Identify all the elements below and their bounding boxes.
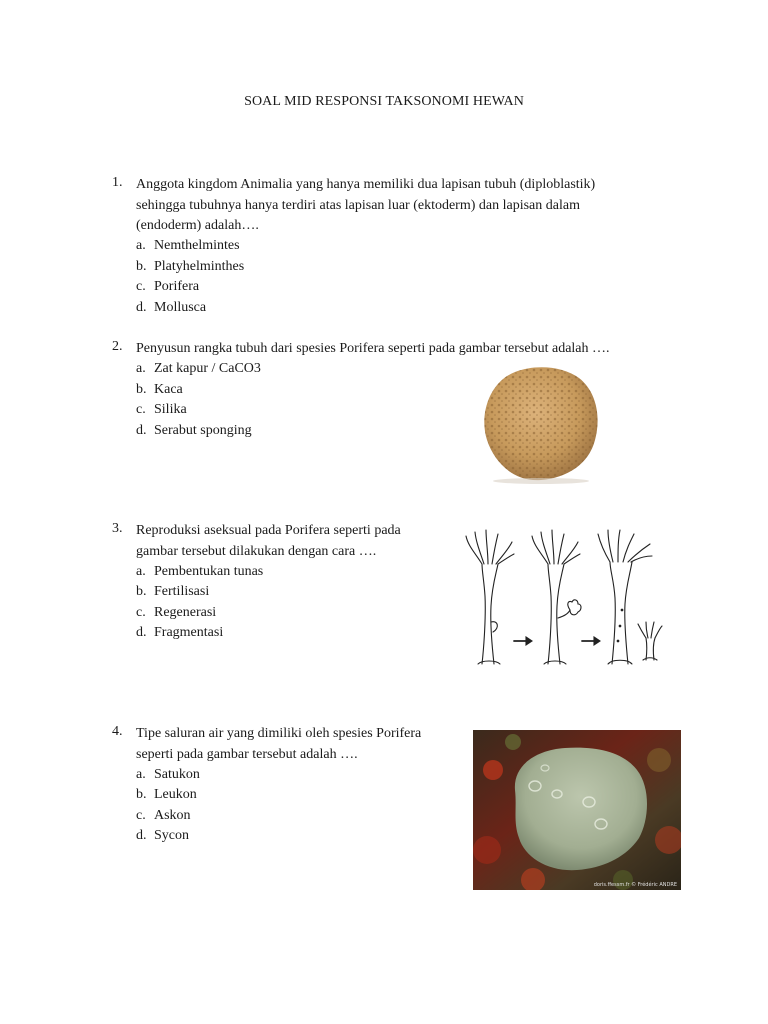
page-title: SOAL MID RESPONSI TAKSONOMI HEWAN xyxy=(244,94,524,109)
question-stem xyxy=(136,724,421,765)
polyp-stage-1 xyxy=(466,530,514,664)
question-stem xyxy=(136,339,610,360)
option-a: a. Zat kapur / CaCO3 xyxy=(136,361,261,376)
polyp-stage-2 xyxy=(532,530,581,664)
option-d: d. Sycon xyxy=(136,828,189,843)
stem-line: sehingga tubuhnya hanya terdiri atas lapisan luar (ektoderm) dan lapisan dalam xyxy=(136,197,580,213)
question-stem xyxy=(136,175,595,237)
question-number: 1. xyxy=(112,175,123,190)
option-c: c. Askon xyxy=(136,808,191,823)
option-c: c. Silika xyxy=(136,402,187,417)
photo-credit: doris.ffessm.fr © Frédéric ANDRE xyxy=(593,882,677,888)
option-d: d. Mollusca xyxy=(136,300,207,315)
stem-line: seperti pada gambar tersebut adalah …. xyxy=(136,746,358,762)
arrow-right-icon xyxy=(514,637,532,645)
stem-line: (endoderm) adalah…. xyxy=(136,218,259,234)
question-number: 4. xyxy=(112,724,123,739)
option-c: c. Porifera xyxy=(136,279,200,294)
budding-diagram xyxy=(460,526,680,671)
option-a: a. Pembentukan tunas xyxy=(136,564,264,579)
option-b: b. Leukon xyxy=(136,787,197,802)
option-a: a. Nemthelmintes xyxy=(136,238,240,253)
polyp-bud-detached xyxy=(638,622,662,660)
stem-line: Tipe saluran air yang dimiliki oleh spesies Porifera xyxy=(136,726,422,741)
stem-line: Reproduksi aseksual pada Porifera seperti pada xyxy=(136,523,401,538)
option-b: b. Kaca xyxy=(136,382,183,397)
option-b: b. Platyhelminthes xyxy=(136,259,245,274)
option-d: d. Serabut sponging xyxy=(136,423,252,438)
sponge-photo xyxy=(475,360,605,485)
option-d: d. Fragmentasi xyxy=(136,625,224,640)
option-b: b. Fertilisasi xyxy=(136,584,210,599)
arrow-right-icon xyxy=(582,637,600,645)
question-number: 3. xyxy=(112,521,123,536)
reef-sponge-photo xyxy=(473,730,681,890)
stem-line: gambar tersebut dilakukan dengan cara …. xyxy=(136,543,377,559)
polyp-stage-3 xyxy=(598,530,652,664)
option-c: c. Regenerasi xyxy=(136,605,217,620)
option-a: a. Satukon xyxy=(136,767,200,782)
question-number: 2. xyxy=(112,339,123,354)
question-stem xyxy=(136,521,401,562)
stem-line: Penyusun rangka tubuh dari spesies Porifera seperti pada gambar tersebut adalah …. xyxy=(136,341,610,356)
stem-line: Anggota kingdom Animalia yang hanya memiliki dua lapisan tubuh (diploblastik) xyxy=(136,177,596,192)
